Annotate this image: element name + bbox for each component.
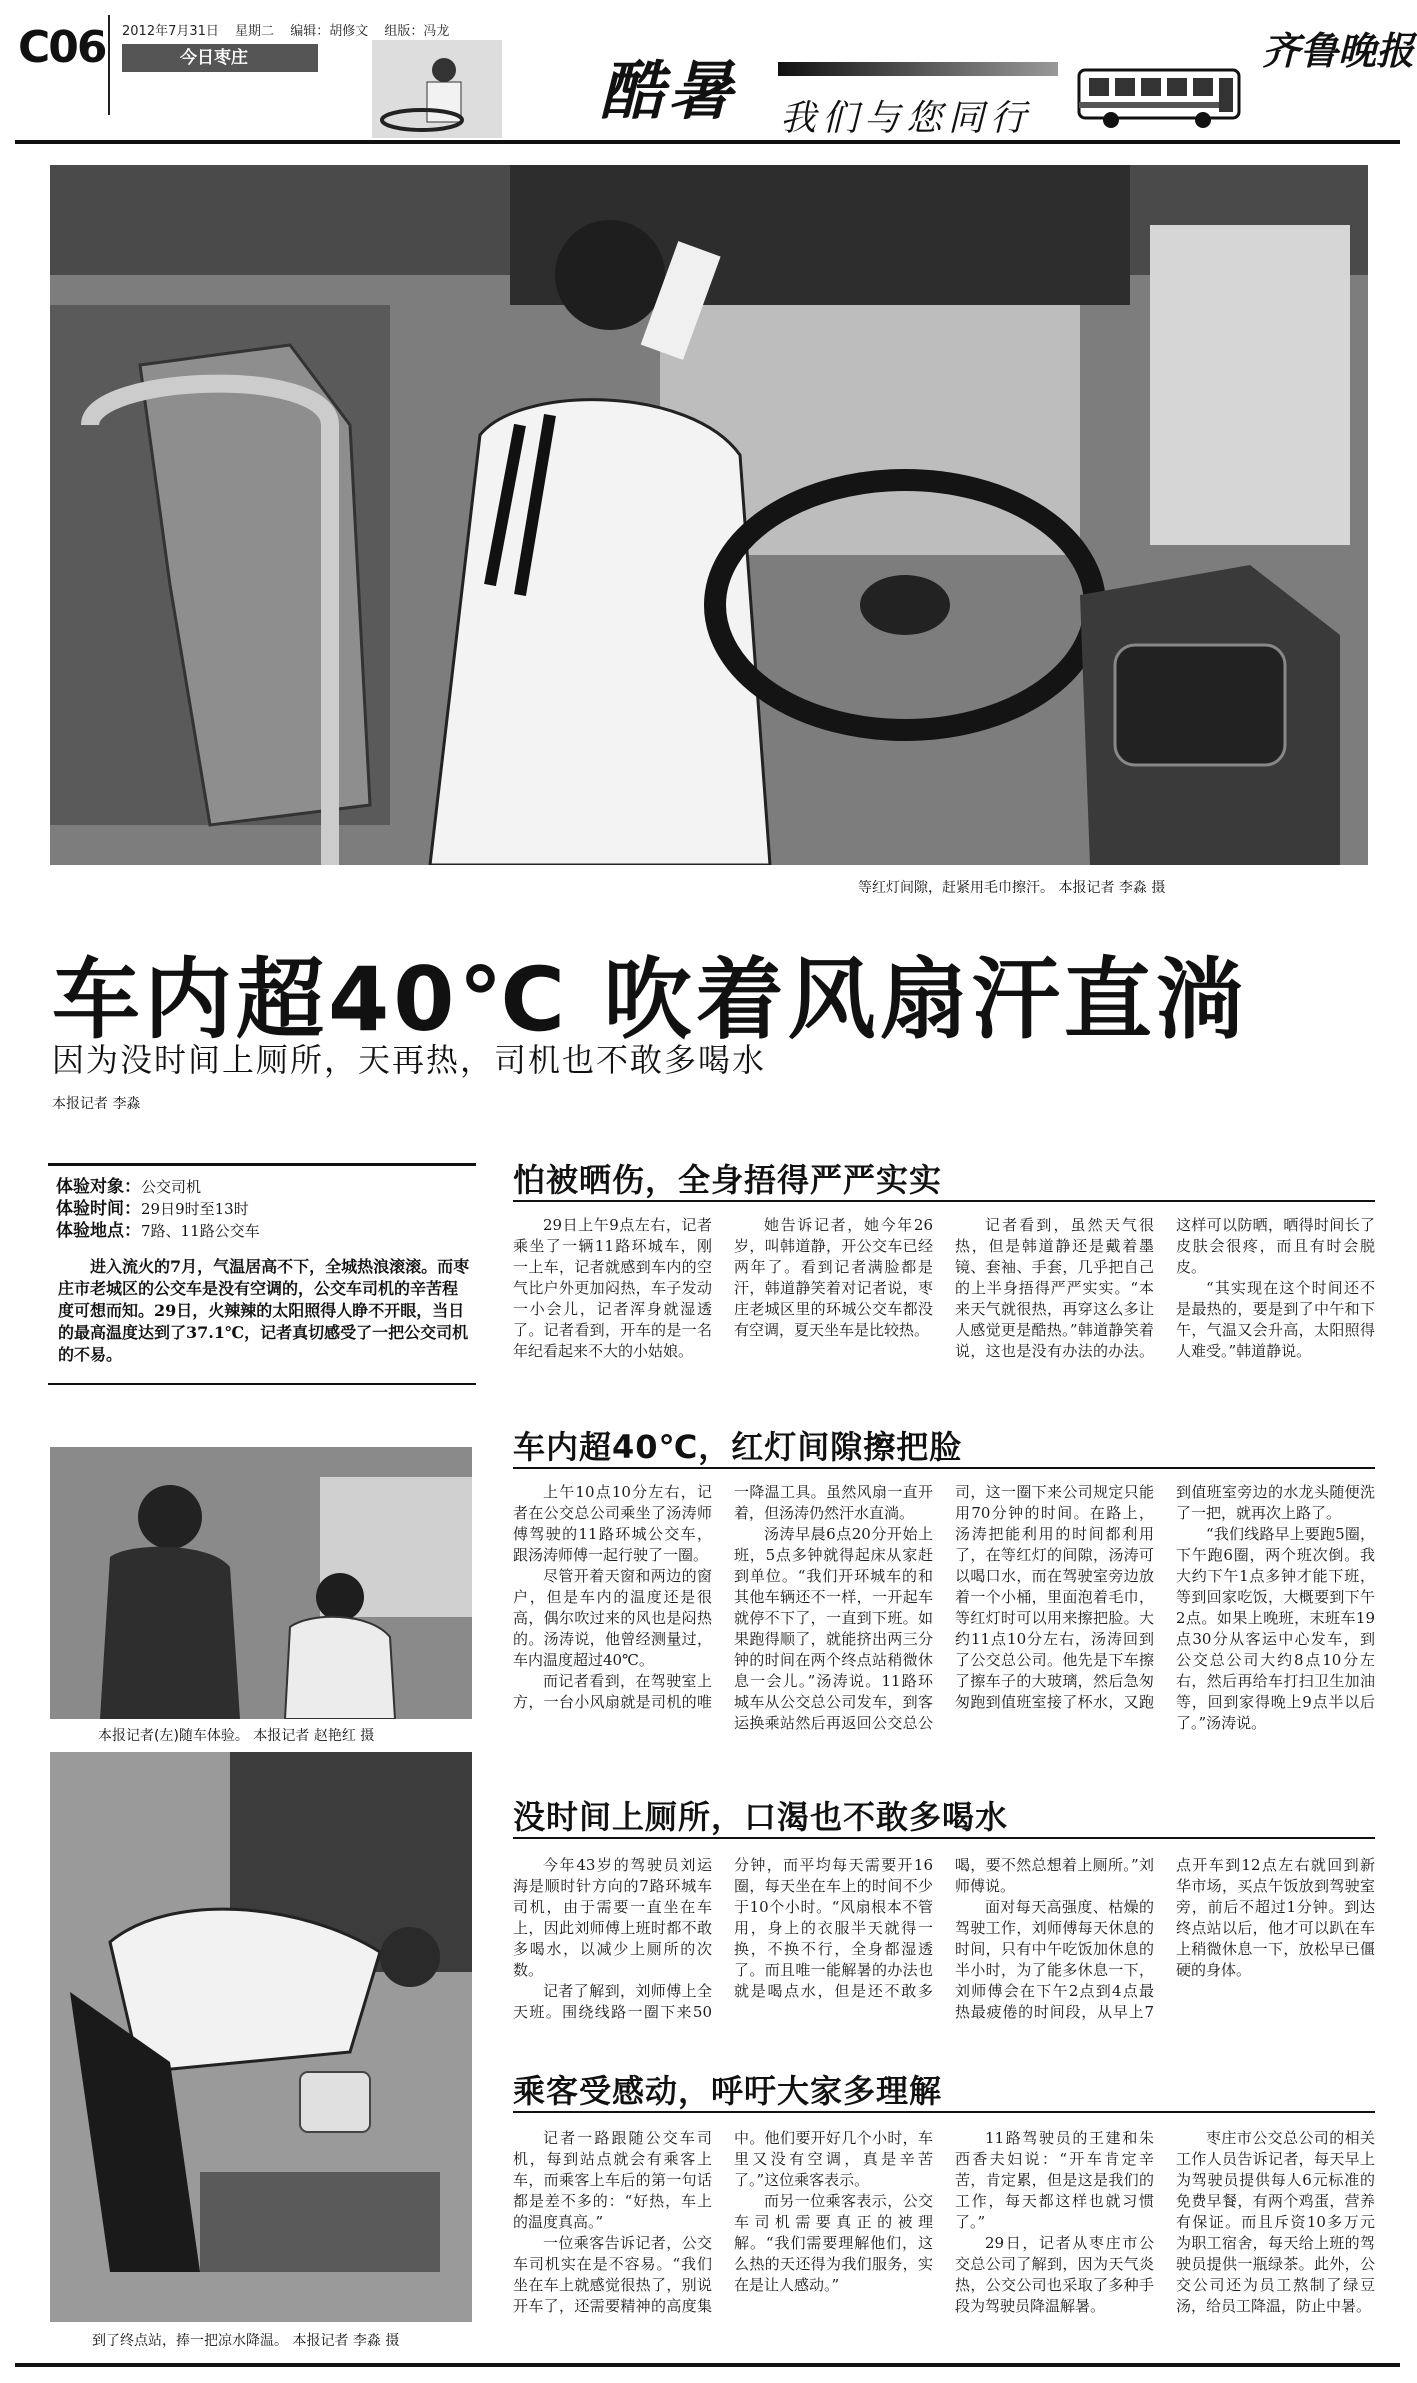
- section-body-red-light: [513, 1482, 1375, 1772]
- experience-info-box: [48, 1163, 476, 1385]
- article-intro: 进入流火的7月，气温居高不下，全城热浪滚滚。而枣庄市老城区的公交车是没有空调的，公交车司机的辛苦程度可想而知。29日，火辣辣的太阳照得人睁不开眼，当日的最高温度达到了37.1℃，记者真切感受了一把公交司机的不易。: [58, 1257, 470, 1364]
- side-photo-water-caption: 到了终点站，捧一把凉水降温。 本报记者 李淼 摄: [92, 2333, 400, 2349]
- article-byline: 本报记者 李淼: [52, 1096, 141, 1112]
- section-body-no-water: [513, 1855, 1375, 2055]
- paragraph: 记者看到，虽然天气很热，但是韩道静还是戴着墨镜、套袖、手套，几乎把自己的上半身捂得严严实实。“本来天气就很热，再穿这么多让人感觉更是酷热。”韩道静笑着说，这也是没有办法的办法。这样可以防晒，晒得时间长了皮肤会很疼，而且有时会脱皮。: [955, 1216, 1375, 1360]
- paragraph: 11路驾驶员的王建和朱西香夫妇说：“开车肯定辛苦，肯定累，但是这是我们的工作，每天都这样也就习惯了。”: [955, 2129, 1154, 2231]
- section-heading-red-light: 车内超40℃，红灯间隙擦把脸: [513, 1428, 963, 1466]
- paragraph: 她告诉记者，她今年26岁，叫韩道静，开公交车已经两年了。看到记者满脸都是汗，韩道静笑着对记者说，枣庄老城区里的环城公交车都没有空调，夏天坐车是比较热。: [734, 1216, 933, 1339]
- paragraph: 枣庄市公交总公司的相关工作人员告诉记者，每天早上为驾驶员提供每人6元标准的免费早餐，有两个鸡蛋，营养有保证。而且斥资10多万元为职工宿舍，每天给上班的驾驶员提供一瓶绿茶。此外，公交公司还为员工熬制了绿豆汤，给员工降温，防止中暑。: [1176, 2129, 1375, 2315]
- paragraph: 一位乘客告诉记者，公交车司机实在是不容易。“我们坐在车上就感觉很热了，别说开车了，还需要精神的高度集中。他们要开好几个小时，车里又没有空调，真是辛苦了。”这位乘客表示。: [513, 2129, 933, 2315]
- feature-slogan: 我们与您同行: [780, 98, 1033, 139]
- section-rule: [513, 1467, 1375, 1469]
- paragraph: 面对每天高强度、枯燥的驾驶工作，刘师傅每天休息的时间，只有中午吃饭加休息的半小时，为了能多休息一下，刘师傅会在下午2点到4点最热最疲倦的时间段，从早上7点开车到12点左右就回到新华市场，买点午饭放到驾驶室旁，前后不超过1分钟。到达终点站以后，他才可以趴在车上稍微休息一下，放松早已僵硬的身体。: [955, 1856, 1375, 2021]
- date: 2012年7月31日: [122, 24, 219, 39]
- section-body-sunburn: [513, 1215, 1375, 1415]
- headline: 车内超40℃ 吹着风扇汗直淌: [52, 948, 1248, 1051]
- info-time: 体验时间：29日9时至13时: [56, 1199, 249, 1219]
- side-photo-water: [50, 1752, 472, 2322]
- section-heading-sunburn: 怕被晒伤，全身捂得严严实实: [513, 1161, 943, 1199]
- section-rule: [513, 1200, 1375, 1202]
- paragraph: 29日，记者从枣庄市公交总公司了解到，因为天气炎热，公交公司也采取了多种手段为驾驶员降温解暑。: [955, 2234, 1154, 2315]
- section-heading-no-water: 没时间上厕所，口渴也不敢多喝水: [513, 1798, 1009, 1836]
- side-photo-reporter: [50, 1447, 472, 1719]
- header-decor-bar: [778, 62, 1058, 76]
- paragraph: “我们线路早上要跑5圈，下午跑6圈，两个班次倒。我大约下午1点多钟才能下班，等到回家吃饭，大概要到下午2点。如果上晚班，末班车19点30分从客运中心发车，到公交总公司大约8点10分左右，然后再给车打扫卫生加油等，回到家得晚上9点半以后了。”汤涛说。: [1176, 1525, 1375, 1732]
- paragraph: 而另一位乘客表示，公交车司机需要真正的被理解。“我们需要理解他们，这么热的天还得为我们服务，实在是让人感动。”: [734, 2192, 933, 2294]
- section-heading-passengers: 乘客受感动，呼吁大家多理解: [513, 2072, 943, 2110]
- paragraph: 汤涛早晨6点20分开始上班，5点多钟就得起床从家赶到单位。“我们开环城车的和其他车辆还不一样，一开起车就停不下了，一直到下班。如果跑得顺了，就能挤出两三分钟的时间在两个终点站稍微休息一会儿。”汤涛说。11路环城车从公交总公司发车，到客运换乘站然后再返回公交总公司，这一圈下来公司规定只能用70分钟的时间。在路上，汤涛把能利用的时间都利用了，在等红灯的间隙，汤涛可以喝口水，而在驾驶室旁边放着一个小桶，里面泡着毛巾，等红灯时可以用来擦把脸。大约11点10分左右，汤涛回到了公交总公司。他先是下车擦了擦车子的大玻璃，然后急匆匆跑到值班室接了杯水，又跑到值班室旁边的水龙头随便洗了一把，就再次上路了。: [734, 1483, 1375, 1732]
- feature-title: 酷暑: [600, 54, 736, 129]
- newspaper-brand: 齐鲁晚报: [1262, 28, 1415, 73]
- bus-icon: [1075, 62, 1245, 132]
- section-rule: [513, 2111, 1375, 2113]
- subheadline: 因为没时间上厕所，天再热，司机也不敢多喝水: [52, 1041, 767, 1079]
- page-number: C06: [18, 22, 106, 73]
- paragraph: 尽管开着天窗和两边的窗户，但是车内的温度还是很高，偶尔吹过来的风也是闷热的。汤涛说，他曾经测量过，车内温度超过40℃。: [513, 1567, 712, 1669]
- header-rule: [15, 140, 1400, 144]
- driver-thumbnail-image: [372, 40, 502, 138]
- paragraph: “其实现在这个时间还不是最热的，要是到了中午和下午，气温又会升高，太阳照得人难受。”韩道静说。: [1176, 1279, 1375, 1360]
- paragraph: 29日上午9点左右，记者乘坐了一辆11路环城车，刚一上车，记者就感到车内的空气比户外更加闷热，车子发动一小会儿，记者浑身就湿透了。记者看到，开车的是一名年纪看起来不大的小姑娘。: [513, 1216, 712, 1360]
- paragraph: 今年43岁的驾驶员刘运海是顺时针方向的7路环城车司机，由于需要一直坐在车上，因此刘师傅上班时都不敢多喝水，以减少上厕所的次数。: [513, 1856, 712, 1979]
- side-photo-reporter-caption: 本报记者(左)随车体验。 本报记者 赵艳红 摄: [98, 1728, 375, 1744]
- paragraph: 记者一路跟随公交车司机，每到站点就会有乘客上车，而乘客上车后的第一句话都是差不多的：“好热，车上的温度真高。”: [513, 2129, 712, 2231]
- main-photo: [50, 165, 1368, 865]
- main-photo-caption: 等红灯间隙，赶紧用毛巾擦汗。 本报记者 李淼 摄: [858, 880, 1166, 896]
- section-tab[interactable]: 今日枣庄: [122, 44, 318, 72]
- editor: 编辑：胡修文: [290, 24, 369, 39]
- layout-credit: 组版：冯龙: [384, 24, 450, 39]
- header-divider: [108, 15, 110, 115]
- section-body-passengers: [513, 2128, 1375, 2356]
- section-rule: [513, 1837, 1375, 1839]
- header-meta: [122, 20, 461, 39]
- weekday: 星期二: [235, 24, 275, 39]
- info-subject: 体验对象：公交司机: [56, 1177, 202, 1197]
- footer-rule: [15, 2363, 1400, 2367]
- paragraph: 而记者看到，在驾驶室上方，一台小风扇就是司机的唯一降温工具。虽然风扇一直开着，但汤涛仍然汗水直淌。: [513, 1483, 933, 1711]
- paragraph: 记者了解到，刘师傅上全天班。围绕线路一圈下来50分钟，而平均每天需要开16圈，每天坐在车上的时间不少于10个小时。“风扇根本不管用，身上的衣服半天就得一换，不换不行，全身都湿透了。而且唯一能解暑的办法也就是喝点水，但是还不敢多喝，要不然总想着上厕所。”刘师傅说。: [513, 1856, 1154, 2021]
- info-location: 体验地点：7路、11路公交车: [56, 1221, 260, 1241]
- paragraph: 上午10点10分左右，记者在公交总公司乘坐了汤涛师傅驾驶的11路环城公交车，跟汤涛师傅一起行驶了一圈。: [513, 1483, 712, 1564]
